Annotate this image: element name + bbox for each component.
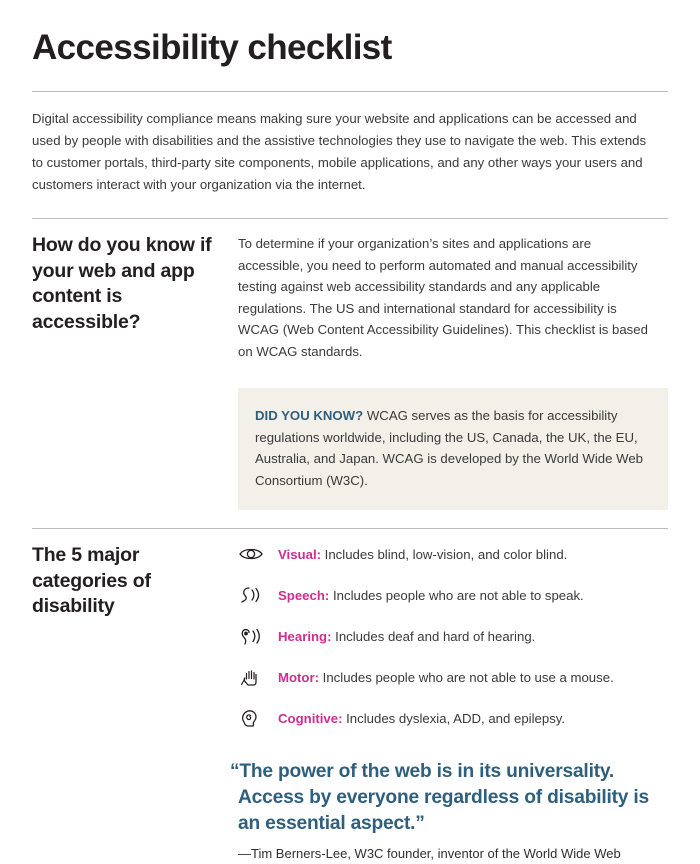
speech-icon	[238, 584, 278, 606]
category-description: Includes people who are not able to speak.	[329, 588, 584, 603]
list-item-text	[278, 707, 565, 729]
hand-motor-icon	[238, 666, 278, 688]
spacer-before-categories	[32, 510, 668, 528]
category-description: Includes blind, low-vision, and color blind.	[321, 547, 568, 562]
head-cognitive-icon	[238, 707, 278, 729]
section-categories-heading: The 5 major categories of disability	[32, 544, 151, 617]
list-item-text	[278, 625, 535, 647]
section-categories-right-column	[238, 543, 668, 729]
category-label: Cognitive:	[278, 711, 343, 726]
section-how-left-column	[32, 233, 238, 335]
list-item	[238, 584, 668, 606]
category-label: Visual:	[278, 547, 322, 562]
section-categories	[32, 529, 668, 729]
list-item	[238, 543, 668, 565]
list-item-text	[278, 584, 584, 606]
did-you-know-label: DID YOU KNOW?	[255, 408, 364, 423]
category-label: Motor:	[278, 670, 320, 685]
section-how-body: To determine if your organization’s sites and applications are accessible, you need to perform automated and manual accessibility testing against web accessibility standards and any applicable regulations. The US and international standard for accessibility is WCAG (Web Content Accessibility Guidelines). This checklist is based on WCAG standards.	[238, 236, 648, 359]
disability-categories-list	[238, 543, 668, 729]
list-item	[238, 707, 668, 729]
did-you-know-body: WCAG serves as the basis for accessibility regulations worldwide, including the US, Canada, the UK, the EU, Australia, and Japan. WCAG is developed by the World Wide Web Consortium (W3C).	[255, 408, 644, 488]
list-item	[238, 666, 668, 688]
did-you-know-callout	[238, 388, 668, 510]
category-label: Speech:	[278, 588, 330, 603]
eye-icon	[238, 543, 278, 565]
did-you-know-text	[255, 405, 648, 491]
quote-attribution: —Tim Berners-Lee, W3C founder, inventor of the World Wide Web	[238, 846, 621, 861]
page-title: Accessibility checklist	[32, 28, 392, 67]
intro-paragraph: Digital accessibility compliance means making sure your website and applications can be accessed and used by people with disabilities and the assistive technologies they use to navigate the web. This extends to customer portals, third-party site components, mobile applications, and any other ways your users and customers interact with your organization via the internet.	[32, 111, 647, 192]
category-description: Includes people who are not able to use a mouse.	[319, 670, 614, 685]
list-item	[238, 625, 668, 647]
category-description: Includes dyslexia, ADD, and epilepsy.	[342, 711, 566, 726]
quote-block	[32, 729, 668, 864]
list-item-text	[278, 543, 567, 565]
category-description: Includes deaf and hard of hearing.	[331, 629, 536, 644]
section-how-right-column	[238, 233, 668, 510]
section-categories-left-column	[32, 543, 238, 620]
quote-text: “The power of the web is in its universality. Access by everyone regardless of disability is an essential aspect.”	[230, 761, 649, 834]
section-how-do-you-know	[32, 219, 668, 510]
category-label: Hearing:	[278, 629, 332, 644]
list-item-text	[278, 666, 614, 688]
section-how-heading: How do you know if your web and app content is accessible?	[32, 234, 212, 333]
ear-hearing-icon	[238, 625, 278, 647]
